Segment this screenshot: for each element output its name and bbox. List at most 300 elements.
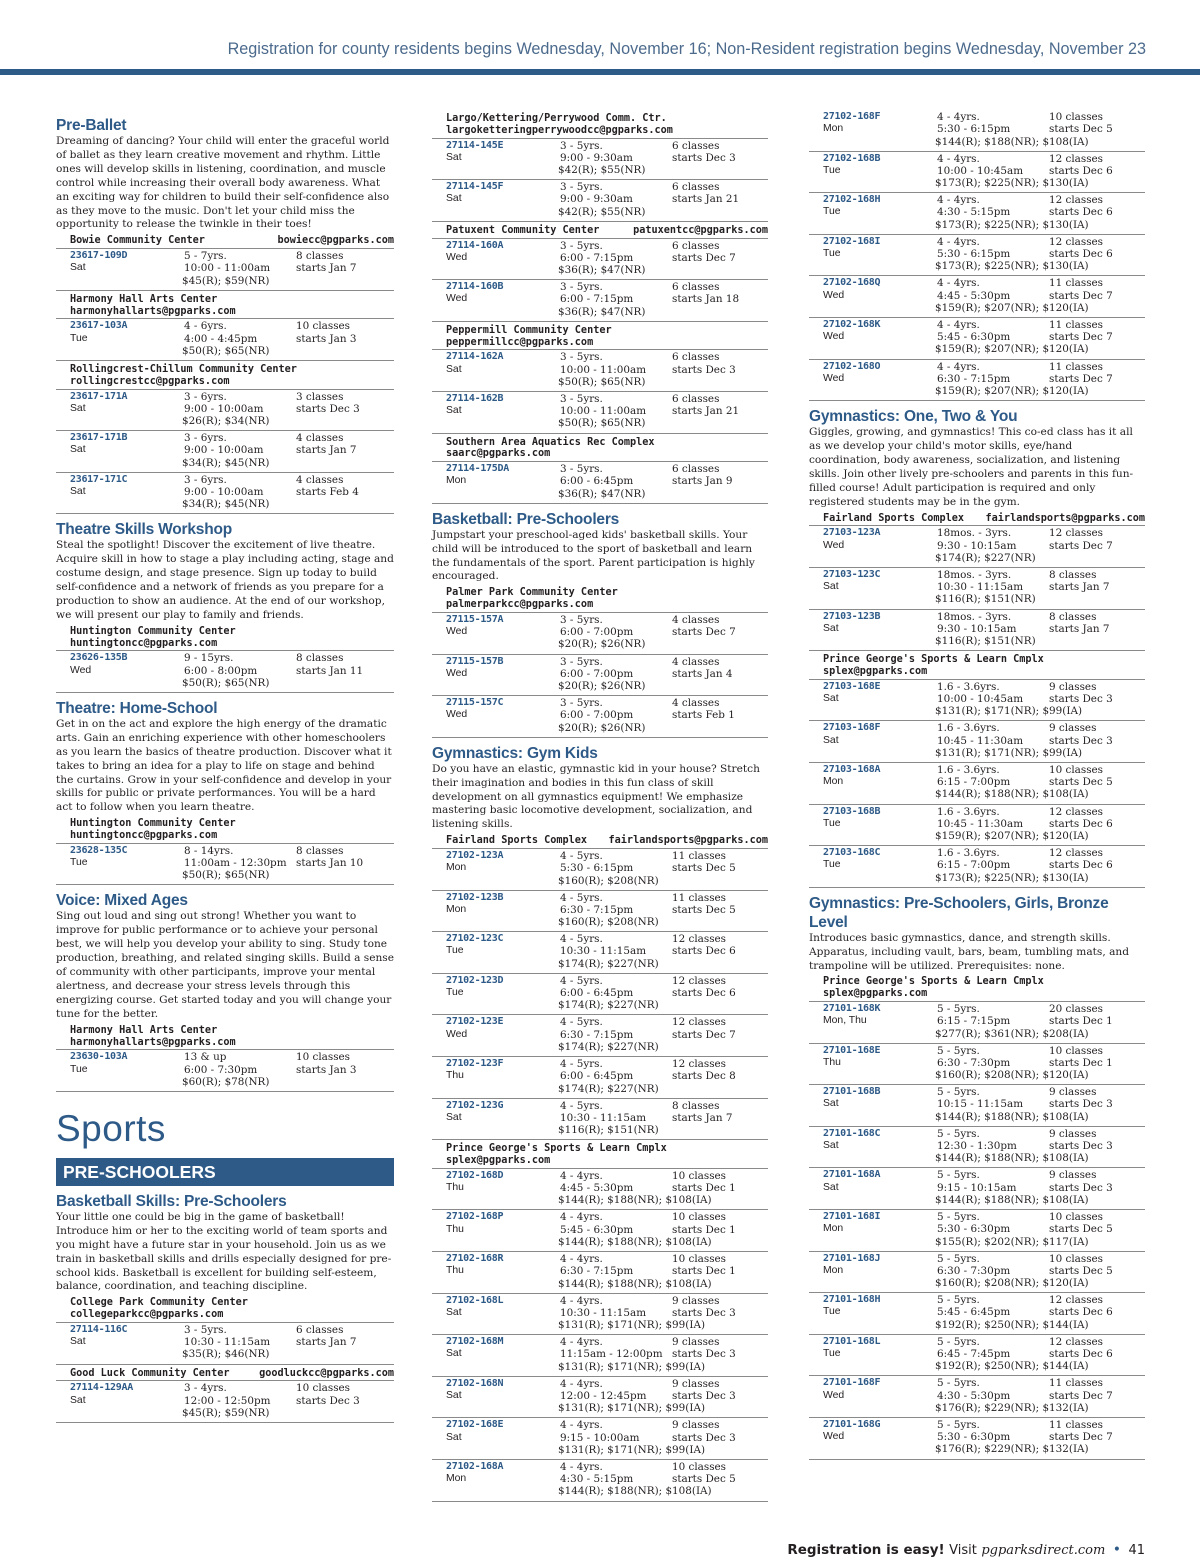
entry-id-cell xyxy=(823,1169,935,1193)
course-start: starts Dec 3 xyxy=(1049,1140,1113,1153)
entry-class-cell xyxy=(672,975,772,999)
venue-email-link[interactable]: patuxentcc@pgparks.com xyxy=(633,224,768,236)
entry-age-cell xyxy=(560,850,672,874)
course-fees: $173(R); $225(NR); $130(IA) xyxy=(935,218,1089,231)
venue-email-link[interactable]: fairlandsports@pgparks.com xyxy=(985,512,1145,524)
entry-class-cell xyxy=(1049,1045,1149,1069)
course-code-link[interactable]: 27103-168B xyxy=(823,805,881,817)
course-code-link[interactable]: 27103-123A xyxy=(823,527,881,539)
venue-email-link[interactable]: collegeparkcc@pgparks.com xyxy=(70,1309,224,1321)
course-classes: 12 classes xyxy=(672,933,727,946)
entry-age-cell xyxy=(184,391,296,415)
entry-class-cell xyxy=(1049,569,1149,593)
venue-email-link[interactable]: rollingcrestcc@pgparks.com xyxy=(70,375,230,387)
entry-class-cell xyxy=(296,474,396,498)
course-code-link[interactable]: 27114-160A xyxy=(446,239,504,251)
course-code-link[interactable]: 27102-168H xyxy=(823,194,881,206)
section-description: Dreaming of dancing? Your child will enter the graceful world of ballet as they learn creative movement and rhythm. Little ones will develop skills in listening, coordination, and muscle control while increasing their overall body awareness. What an exciting way for children to build their self-confidence also as they move to the music. Don't let your child miss the opportunity to release the twinkle in their toes! xyxy=(56,135,390,231)
course-code-link[interactable]: 27102-123F xyxy=(446,1058,504,1070)
course-start: starts Dec 3 xyxy=(296,402,360,415)
course-start: starts Dec 1 xyxy=(672,1223,736,1236)
course-start: starts Dec 3 xyxy=(296,1394,360,1407)
course-start: starts Dec 3 xyxy=(672,1431,736,1444)
course-days: Sat xyxy=(823,1140,839,1152)
course-classes: 4 classes xyxy=(296,432,344,445)
course-start: starts Dec 6 xyxy=(1049,206,1113,219)
course-ages: 3 - 5yrs. xyxy=(560,655,603,668)
venue-name: Huntington Community Center xyxy=(70,818,236,830)
course-start: starts Dec 3 xyxy=(672,1306,736,1319)
course-ages: 4 - 4yrs. xyxy=(560,1169,603,1182)
course-code-link[interactable]: 23617-171B xyxy=(70,432,128,444)
course-code-link[interactable]: 27102-168D xyxy=(446,1169,504,1181)
class-entry xyxy=(432,392,768,434)
entry-class-cell xyxy=(296,1051,396,1075)
course-time: 10:30 - 11:15am xyxy=(184,1336,271,1349)
course-classes: 10 classes xyxy=(672,1253,727,1265)
course-classes: 9 classes xyxy=(1049,680,1097,693)
course-days: Wed xyxy=(446,293,468,305)
entry-age-cell xyxy=(560,1295,672,1319)
course-code-link[interactable]: 27101-168A xyxy=(823,1169,881,1181)
venue-email-link[interactable]: largoketteringperrywoodcc@pgparks.com xyxy=(446,124,673,136)
class-entry xyxy=(809,721,1145,763)
course-days: Sat xyxy=(70,1394,86,1406)
course-start: starts Dec 1 xyxy=(1049,1056,1113,1069)
course-code-link[interactable]: 27115-157A xyxy=(446,613,504,625)
class-entry xyxy=(809,610,1145,652)
course-code-link[interactable]: 23617-109D xyxy=(70,250,128,262)
entry-id-cell xyxy=(823,153,935,177)
course-classes: 6 classes xyxy=(672,139,720,152)
course-code-link[interactable]: 27101-168I xyxy=(823,1211,881,1223)
course-days: Sat xyxy=(446,1389,462,1401)
course-ages: 3 - 6yrs. xyxy=(184,390,227,403)
course-days: Wed xyxy=(823,1389,845,1401)
course-start: starts Dec 6 xyxy=(1049,164,1113,177)
course-code-link[interactable]: 27101-168J xyxy=(823,1252,881,1264)
course-code-link[interactable]: 27114-129AA xyxy=(70,1382,133,1394)
course-code-link[interactable]: 27102-168M xyxy=(446,1336,504,1348)
course-fees: $50(R); $65(NR) xyxy=(182,676,270,689)
course-classes: 10 classes xyxy=(296,1051,351,1064)
course-time: 4:00 - 4:45pm xyxy=(184,332,258,345)
venue-email-link[interactable]: harmonyhallarts@pgparks.com xyxy=(70,1036,236,1048)
course-ages: 4 - 5yrs. xyxy=(560,1016,603,1029)
course-start: starts Dec 7 xyxy=(1049,331,1113,344)
entry-age-cell xyxy=(937,847,1049,871)
course-code-link[interactable]: 27102-123B xyxy=(446,891,504,903)
course-classes: 4 classes xyxy=(296,473,344,486)
entry-age-cell xyxy=(560,1253,672,1277)
entry-id-cell xyxy=(446,1211,558,1235)
section-title: Theatre: Home-School xyxy=(56,699,218,717)
course-fees: $20(R); $26(NR) xyxy=(558,638,646,651)
section-title: Pre-Ballet xyxy=(56,117,127,134)
class-entry xyxy=(809,1376,1145,1418)
course-time: 10:45 - 11:30am xyxy=(937,817,1024,830)
entry-age-cell xyxy=(560,1058,672,1082)
course-days: Tue xyxy=(823,859,841,871)
entry-age-cell xyxy=(560,181,672,205)
course-ages: 1.6 - 3.6yrs. xyxy=(937,805,1000,818)
class-entry xyxy=(809,1044,1145,1086)
course-fees: $144(R); $188(NR); $108(IA) xyxy=(558,1277,712,1290)
entry-age-cell xyxy=(937,611,1049,635)
entry-age-cell xyxy=(184,250,296,274)
venue-email-link[interactable]: splex@pgparks.com xyxy=(446,1155,551,1167)
entry-id-cell xyxy=(823,111,935,135)
section-description: Jumpstart your preschool-aged kids' basketball skills. Your child will be introduced to the sport of basketball and learn the fundamentals of the sport. Parent participation is highly encouraged. xyxy=(432,528,755,583)
course-start: starts Dec 3 xyxy=(672,151,736,164)
entry-class-cell xyxy=(672,240,772,264)
course-classes: 9 classes xyxy=(1049,1127,1097,1140)
course-ages: 4 - 5yrs. xyxy=(560,891,603,904)
course-start: starts Jan 11 xyxy=(296,664,364,677)
entry-class-cell xyxy=(1049,1003,1149,1027)
course-code-link[interactable]: 27103-123B xyxy=(823,610,881,622)
entry-id-cell xyxy=(823,1045,935,1069)
course-code-link[interactable]: 27114-175DA xyxy=(446,463,509,475)
footer-url-link[interactable]: pgparksdirect.com xyxy=(981,1543,1106,1558)
entry-class-cell xyxy=(672,850,772,874)
entry-id-cell xyxy=(446,1295,558,1319)
course-ages: 5 - 5yrs. xyxy=(937,1003,980,1016)
section-title: Voice: Mixed Ages xyxy=(56,892,188,910)
venue-header xyxy=(56,294,394,320)
course-code-link[interactable]: 27102-123E xyxy=(446,1016,504,1028)
class-entry xyxy=(432,974,768,1016)
entry-class-cell xyxy=(672,140,772,164)
course-code-link[interactable]: 27101-168C xyxy=(823,1127,881,1139)
course-time: 4:30 - 5:15pm xyxy=(560,1473,634,1486)
course-code-link[interactable]: 23628-135C xyxy=(70,844,128,856)
course-code-link[interactable]: 27114-145E xyxy=(446,139,504,151)
course-days: Tue xyxy=(70,1063,88,1075)
entry-id-cell xyxy=(446,697,558,721)
course-classes: 12 classes xyxy=(672,1058,727,1071)
class-entry xyxy=(809,1252,1145,1294)
entry-age-cell xyxy=(937,1045,1049,1069)
entry-id-cell xyxy=(823,527,935,551)
class-entry xyxy=(809,1210,1145,1252)
class-entry xyxy=(809,110,1145,152)
course-code-link[interactable]: 27115-157C xyxy=(446,697,504,709)
venue-header xyxy=(432,1143,768,1169)
course-time: 10:15 - 11:15am xyxy=(937,1098,1024,1111)
entry-age-cell xyxy=(560,1336,672,1360)
venue-name: Patuxent Community Center xyxy=(446,224,600,236)
entry-id-cell xyxy=(446,351,558,375)
entry-id-cell xyxy=(823,361,935,385)
course-code-link[interactable]: 27114-160B xyxy=(446,281,504,293)
course-days: Thu xyxy=(446,1070,464,1082)
course-days: Mon xyxy=(446,1473,467,1485)
course-time: 6:15 - 7:00pm xyxy=(937,859,1011,872)
course-start: starts Dec 5 xyxy=(1049,123,1113,136)
entry-class-cell xyxy=(672,1461,772,1485)
course-start: starts Dec 7 xyxy=(1049,1431,1113,1444)
entry-age-cell xyxy=(560,1461,672,1485)
class-entry xyxy=(809,152,1145,194)
entry-id-cell xyxy=(823,1003,935,1027)
course-code-link[interactable]: 23617-103A xyxy=(70,320,128,332)
course-code-link[interactable]: 27103-123C xyxy=(823,568,881,580)
course-days: Sat xyxy=(70,485,86,497)
course-days: Sat xyxy=(823,622,839,634)
course-classes: 12 classes xyxy=(1049,194,1104,207)
venue-name: Prince George's Sports & Learn Cmplx xyxy=(823,976,1044,988)
entry-id-cell xyxy=(446,463,558,487)
entry-id-cell xyxy=(823,806,935,830)
course-ages: 5 - 5yrs. xyxy=(937,1086,980,1099)
venue-email-link[interactable]: splex@pgparks.com xyxy=(823,988,928,1000)
venue-header xyxy=(56,235,394,249)
course-start: starts Jan 10 xyxy=(296,857,364,870)
course-start: starts Dec 3 xyxy=(1049,1181,1113,1194)
entry-age-cell xyxy=(937,1128,1049,1152)
course-time: 6:30 - 7:15pm xyxy=(937,372,1011,385)
course-fees: $36(R); $47(NR) xyxy=(558,264,646,277)
course-ages: 3 - 5yrs. xyxy=(560,392,603,405)
entry-age-cell xyxy=(560,1419,672,1443)
course-start: starts Jan 9 xyxy=(672,475,733,488)
venue-email-link[interactable]: harmonyhallarts@pgparks.com xyxy=(70,305,236,317)
course-code-link[interactable]: 27101-168B xyxy=(823,1086,881,1098)
course-code-link[interactable]: 27103-168F xyxy=(823,722,881,734)
entry-age-cell xyxy=(560,1016,672,1040)
course-time: 9:15 - 10:15am xyxy=(937,1181,1017,1194)
course-fees: $160(R); $208(NR); $120(IA) xyxy=(935,1069,1089,1082)
course-code-link[interactable]: 27102-168O xyxy=(823,360,881,372)
course-time: 11:00am - 12:30pm xyxy=(184,857,287,870)
entry-age-cell xyxy=(184,1382,296,1406)
course-ages: 4 - 4yrs. xyxy=(937,111,980,123)
course-fees: $36(R); $47(NR) xyxy=(558,487,646,500)
venue-email-link[interactable]: peppermillcc@pgparks.com xyxy=(446,336,594,348)
course-classes: 8 classes xyxy=(1049,568,1097,581)
course-code-link[interactable]: 23617-171A xyxy=(70,390,128,402)
course-code-link[interactable]: 27102-168E xyxy=(446,1419,504,1431)
entry-class-cell xyxy=(1049,1253,1149,1277)
course-code-link[interactable]: 27101-168L xyxy=(823,1335,881,1347)
class-entry xyxy=(432,350,768,392)
course-fees: $174(R); $227(NR) xyxy=(935,551,1036,564)
course-time: 10:30 - 11:15am xyxy=(937,581,1024,594)
course-start: starts Dec 5 xyxy=(1049,1264,1113,1277)
course-fees: $277(R); $361(NR); $208(IA) xyxy=(935,1027,1089,1040)
course-code-link[interactable]: 27114-162B xyxy=(446,392,504,404)
course-code-link[interactable]: 27101-168F xyxy=(823,1377,881,1389)
course-code-link[interactable]: 27102-168Q xyxy=(823,277,881,289)
section-title: Gymnastics: Gym Kids xyxy=(432,744,598,762)
course-ages: 18mos. - 3yrs. xyxy=(937,610,1012,623)
course-code-link[interactable]: 27102-168K xyxy=(823,318,881,330)
entry-class-cell xyxy=(1049,153,1149,177)
course-time: 6:30 - 7:30pm xyxy=(937,1264,1011,1277)
course-code-link[interactable]: 27103-168A xyxy=(823,763,881,775)
course-ages: 4 - 4yrs. xyxy=(560,1419,603,1432)
entry-class-cell xyxy=(672,1295,772,1319)
course-code-link[interactable]: 27102-168L xyxy=(446,1294,504,1306)
course-code-link[interactable]: 27101-168H xyxy=(823,1294,881,1306)
entry-class-cell xyxy=(1049,527,1149,551)
course-time: 5:30 - 6:30pm xyxy=(937,1223,1011,1236)
course-code-link[interactable]: 23630-103A xyxy=(70,1051,128,1063)
class-entry xyxy=(432,1460,768,1502)
entry-class-cell xyxy=(1049,1128,1149,1152)
course-ages: 4 - 4yrs. xyxy=(937,318,980,331)
course-code-link[interactable]: 27102-123A xyxy=(446,850,504,862)
entry-id-cell xyxy=(823,1086,935,1110)
entry-class-cell xyxy=(1049,111,1149,135)
course-code-link[interactable]: 27103-168E xyxy=(823,680,881,692)
section-title: Basketball Skills: Pre-Schoolers xyxy=(56,1192,287,1210)
course-classes: 6 classes xyxy=(672,463,720,476)
course-time: 6:30 - 7:15pm xyxy=(560,903,634,916)
course-code-link[interactable]: 27102-123D xyxy=(446,974,504,986)
venue-name: Rollingcrest-Chillum Community Center xyxy=(70,363,297,375)
venue-email-link[interactable]: huntingtoncc@pgparks.com xyxy=(70,830,218,842)
course-ages: 3 - 5yrs. xyxy=(560,281,603,294)
entry-id-cell xyxy=(446,1100,558,1124)
course-time: 9:30 - 10:15am xyxy=(937,622,1017,635)
course-code-link[interactable]: 27101-168K xyxy=(823,1003,881,1015)
venue-email-link[interactable]: goodluckcc@pgparks.com xyxy=(259,1367,394,1379)
course-code-link[interactable]: 27102-168B xyxy=(823,152,881,164)
entry-class-cell xyxy=(1049,1294,1149,1318)
course-ages: 3 - 5yrs. xyxy=(560,181,603,194)
course-code-link[interactable]: 27102-123G xyxy=(446,1099,504,1111)
entry-age-cell xyxy=(937,319,1049,343)
course-start: starts Dec 7 xyxy=(1049,539,1113,552)
course-fees: $50(R); $65(NR) xyxy=(182,869,270,882)
course-ages: 5 - 5yrs. xyxy=(937,1418,980,1431)
course-fees: $159(R); $207(NR); $120(IA) xyxy=(935,830,1089,843)
venue-name: Prince George's Sports & Learn Cmplx xyxy=(823,654,1044,666)
course-time: 9:00 - 10:00am xyxy=(184,485,264,498)
entry-age-cell xyxy=(937,1003,1049,1027)
section-title: Theatre Skills Workshop xyxy=(56,521,232,539)
venue-name: Bowie Community Center xyxy=(70,235,205,247)
course-code-link[interactable]: 27102-123C xyxy=(446,933,504,945)
course-time: 4:30 - 5:30pm xyxy=(937,1389,1011,1402)
course-days: Mon xyxy=(823,1223,844,1235)
course-code-link[interactable]: 27102-168I xyxy=(823,235,881,247)
course-code-link[interactable]: 27114-145F xyxy=(446,181,504,193)
entry-id-cell xyxy=(823,319,935,343)
course-fees: $26(R); $34(NR) xyxy=(182,415,270,428)
venue-email-link[interactable]: splex@pgparks.com xyxy=(823,665,928,677)
course-fees: $50(R); $65(NR) xyxy=(558,375,646,388)
entry-id-cell xyxy=(446,393,558,417)
course-code-link[interactable]: 27102-168F xyxy=(823,111,881,122)
course-code-link[interactable]: 27103-168C xyxy=(823,847,881,859)
course-code-link[interactable]: 27101-168E xyxy=(823,1044,881,1056)
entry-age-cell xyxy=(937,1253,1049,1277)
course-fees: $116(R); $151(NR) xyxy=(935,635,1036,648)
course-days: Tue xyxy=(823,1348,841,1359)
course-code-link[interactable]: 23617-171C xyxy=(70,473,128,485)
course-ages: 9 - 15yrs. xyxy=(184,652,234,665)
entry-age-cell xyxy=(560,1211,672,1235)
course-ages: 1.6 - 3.6yrs. xyxy=(937,722,1000,735)
venue-row xyxy=(446,225,768,237)
course-time: 9:00 - 10:00am xyxy=(184,402,264,415)
course-classes: 12 classes xyxy=(1049,1294,1104,1307)
course-time: 5:45 - 6:45pm xyxy=(937,1306,1011,1319)
entry-age-cell xyxy=(937,1377,1049,1401)
entry-age-cell xyxy=(560,240,672,264)
course-ages: 3 - 6yrs. xyxy=(184,473,227,486)
course-code-link[interactable]: 23626-135B xyxy=(70,652,128,664)
class-entry xyxy=(809,276,1145,318)
course-time: 5:30 - 6:15pm xyxy=(560,862,634,875)
course-code-link[interactable]: 27102-168P xyxy=(446,1211,504,1223)
venue-header xyxy=(432,437,768,463)
entry-class-cell xyxy=(672,614,772,638)
venue-email-link[interactable]: bowiecc@pgparks.com xyxy=(277,235,394,247)
course-code-link[interactable]: 27101-168G xyxy=(823,1418,881,1430)
course-code-link[interactable]: 27102-168R xyxy=(446,1253,504,1264)
class-entry xyxy=(809,680,1145,722)
course-days: Sat xyxy=(446,1431,462,1443)
entry-age-cell xyxy=(937,764,1049,788)
course-time: 6:00 - 6:45pm xyxy=(560,1070,634,1083)
course-time: 6:00 - 7:00pm xyxy=(560,709,634,722)
course-time: 6:45 - 7:45pm xyxy=(937,1348,1011,1360)
course-ages: 5 - 5yrs. xyxy=(937,1294,980,1307)
course-code-link[interactable]: 27114-162A xyxy=(446,351,504,363)
course-start: starts Jan 7 xyxy=(296,444,357,457)
course-time: 5:30 - 6:15pm xyxy=(937,247,1011,260)
entry-id-cell xyxy=(70,1051,182,1075)
venue-row xyxy=(823,513,1145,525)
course-fees: $160(R); $208(NR); $120(IA) xyxy=(935,1277,1089,1290)
course-time: 6:30 - 7:15pm xyxy=(560,1265,634,1278)
course-start: starts Dec 6 xyxy=(672,987,736,1000)
course-code-link[interactable]: 27102-168N xyxy=(446,1377,504,1389)
course-classes: 6 classes xyxy=(672,351,720,364)
course-code-link[interactable]: 27115-157B xyxy=(446,655,504,667)
section-description: Giggles, growing, and gymnastics! This co-ed class has it all as we develop your child's motor skills, eye/hand coordination, body awareness, socialization, and listening skills. Join other lively pre-schoolers and parents in this fun-filled course! Adult participation is required and only registered students may be in the gym. xyxy=(809,426,1134,508)
course-code-link[interactable]: 27114-116C xyxy=(70,1323,128,1335)
venue-email-link[interactable]: fairlandsports@pgparks.com xyxy=(608,835,768,847)
course-days: Sat xyxy=(446,1111,462,1123)
venue-email-link[interactable]: palmerparkcc@pgparks.com xyxy=(446,599,594,611)
course-fees: $144(R); $188(NR); $108(IA) xyxy=(935,135,1089,148)
course-ages: 4 - 4yrs. xyxy=(937,194,980,207)
course-fees: $34(R); $45(NR) xyxy=(182,498,270,511)
course-classes: 12 classes xyxy=(672,1016,727,1029)
entry-class-cell xyxy=(296,391,396,415)
section-description: Do you have an elastic, gymnastic kid in your house? Stretch their imagination and bodies in this fun class of skill development on all gymnastics equipment! We emphasize mastering basic locomotive development, socialization, and listening skills. xyxy=(432,762,760,831)
course-ages: 4 - 5yrs. xyxy=(560,933,603,946)
entry-id-cell xyxy=(70,845,182,869)
entry-class-cell xyxy=(672,1016,772,1040)
venue-name: Palmer Park Community Center xyxy=(446,587,618,599)
course-start: starts Jan 18 xyxy=(672,293,740,306)
course-fees: $116(R); $151(NR) xyxy=(558,1124,659,1137)
course-code-link[interactable]: 27102-168A xyxy=(446,1460,504,1472)
course-days: Wed xyxy=(823,289,845,301)
course-time: 12:00 - 12:45pm xyxy=(560,1389,647,1402)
entry-class-cell xyxy=(1049,1336,1149,1360)
course-time: 9:00 - 9:30am xyxy=(560,151,633,164)
venue-email-link[interactable]: saarc@pgparks.com xyxy=(446,448,551,460)
course-days: Wed xyxy=(446,1028,468,1040)
venue-email-link[interactable]: huntingtoncc@pgparks.com xyxy=(70,637,218,649)
